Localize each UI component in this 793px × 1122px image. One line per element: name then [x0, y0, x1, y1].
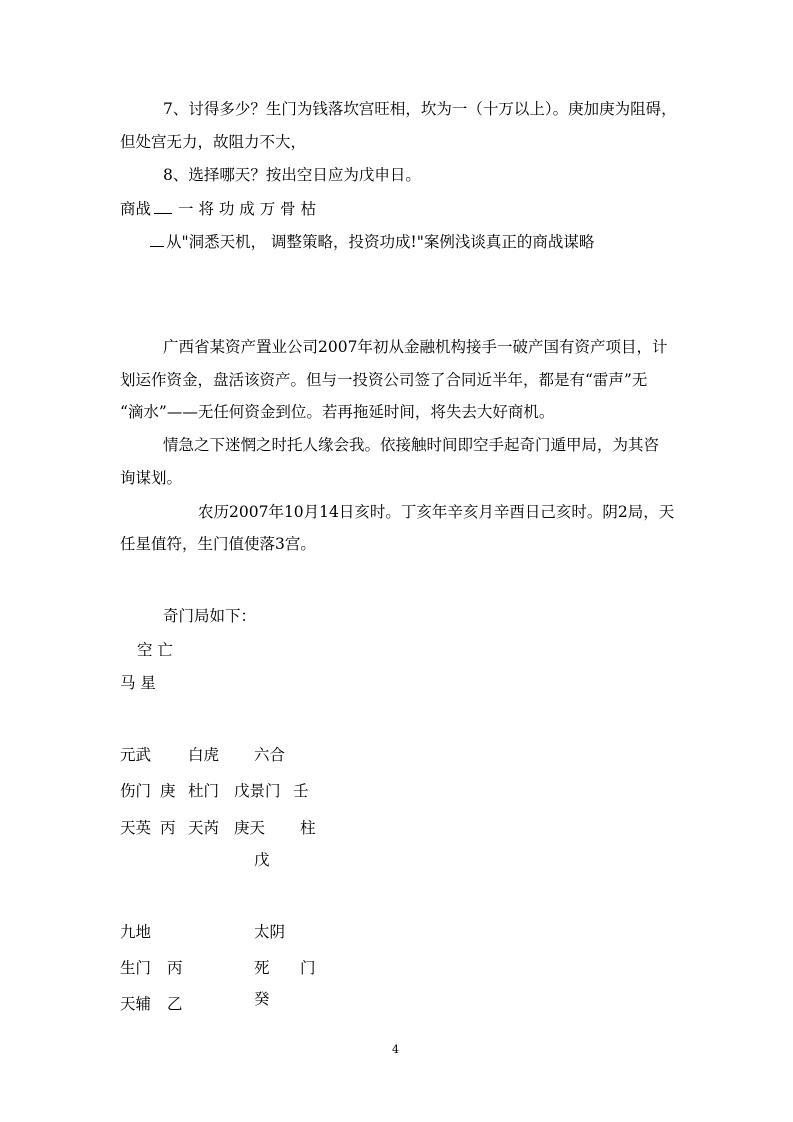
article-subtitle	[150, 230, 594, 252]
paragraph-3-line1: 农历2007年10月14日亥时。丁亥年辛亥月辛酉日己亥时。阴2局，天	[198, 503, 675, 521]
title-underline	[154, 197, 172, 214]
paragraph-3-line2: 任星值符，生门值使落3宫。	[120, 535, 316, 553]
paragraph-1-line1: 广西省某资产置业公司2007年初从金融机构接手一破产国有资产项目，计	[163, 338, 668, 356]
kongwang-label: 空 亡	[137, 641, 173, 659]
god-baihu: 白虎	[188, 746, 220, 764]
paragraph-1-line2: 划运作资金，盘活该资产。但与一投资公司签了合同近半年，都是有“雷声”无	[120, 371, 648, 389]
god-jiudi: 九地	[120, 923, 152, 941]
door-jingmen: 戊景门	[234, 782, 281, 800]
paragraph-1-line3: “滴水”——无任何资金到位。若再拖延时间，将失去大好商机。	[120, 403, 555, 421]
star-zhu: 柱	[300, 819, 316, 837]
star-tian: 庚天	[234, 819, 266, 837]
star-tianrui: 天芮	[188, 819, 220, 837]
god-taiyin: 太阴	[254, 923, 286, 941]
subtitle-text: 从"洞悉天机， 调整策略，投资功成!"案例浅谈真正的商战谋略	[166, 233, 595, 251]
god-liuhe: 六合	[254, 746, 286, 764]
door-dumen: 杜门	[188, 782, 220, 800]
page-number: 4	[392, 1043, 399, 1056]
stem-wu: 戊	[254, 851, 270, 869]
item-8: 8、选择哪天？按出空日应为戊申日。	[163, 166, 421, 184]
paragraph-2-line2: 询谋划。	[120, 469, 183, 487]
door-si: 死	[254, 959, 270, 977]
star-tianfu: 天辅	[120, 995, 152, 1013]
item-7-line2: 但处宫无力，故阻力不大，	[120, 133, 307, 151]
paragraph-2-line1: 情急之下迷惘之时托人缘会我。依接触时间即空手起奇门遁甲局，为其咨	[163, 436, 660, 454]
stem-bing-2: 丙	[167, 959, 183, 977]
door-shangmen: 伤门	[120, 782, 152, 800]
door-men: 门	[300, 959, 316, 977]
item-7-line1: 7、讨得多少？生门为钱落坎宫旺相，坎为一（十万以上）。庚加庚为阻碍，	[163, 100, 677, 118]
door-shengmen: 生门	[120, 959, 152, 977]
title-rest: 一 将 功 成 万 骨 枯	[178, 200, 317, 218]
stem-yi: 乙	[167, 995, 183, 1013]
stem-bing: 丙	[160, 819, 176, 837]
stem-ren: 壬	[293, 782, 309, 800]
god-yuanwu: 元武	[120, 746, 152, 764]
star-tianying: 天英	[120, 819, 152, 837]
article-title	[120, 197, 316, 219]
maxing-label: 马 星	[120, 674, 156, 692]
subtitle-underline	[150, 230, 164, 247]
stem-geng: 庚	[160, 782, 176, 800]
stem-gui: 癸	[254, 990, 270, 1008]
chart-intro: 奇门局如下：	[163, 607, 257, 625]
title-prefix: 商战	[120, 200, 152, 218]
